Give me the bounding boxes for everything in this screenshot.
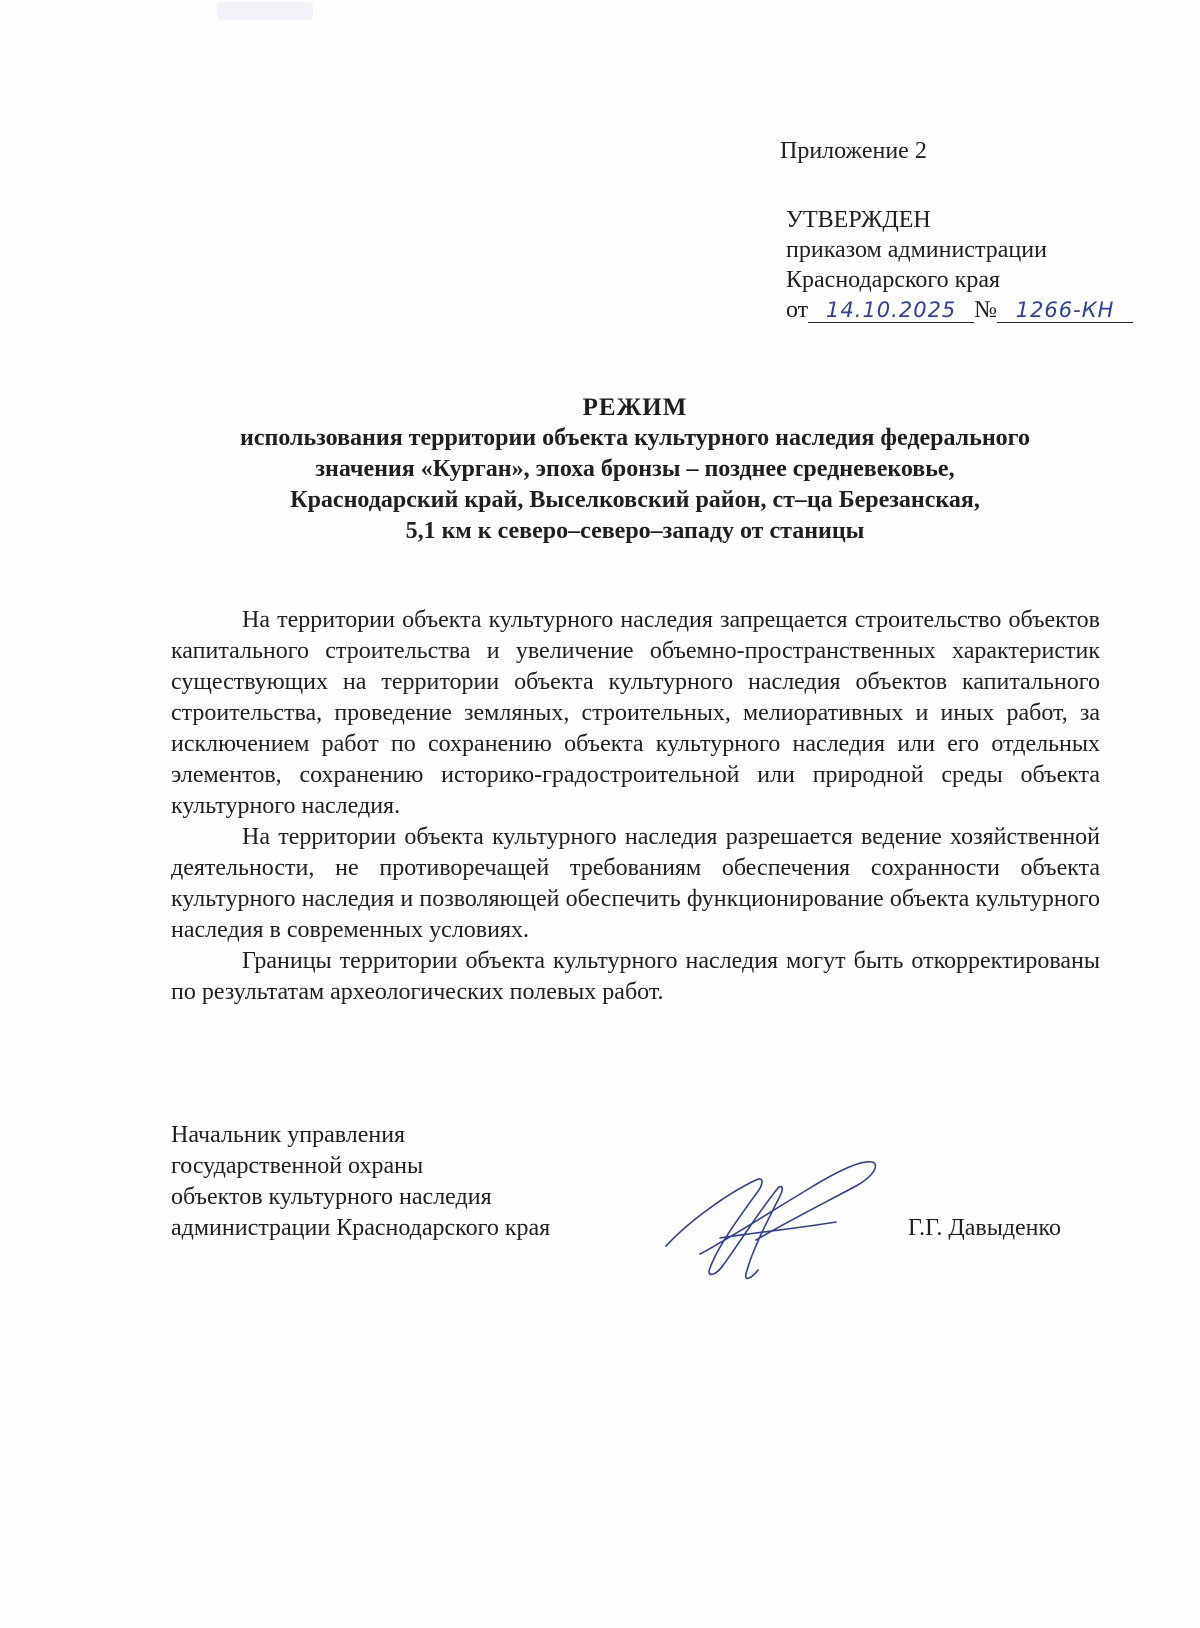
handwritten-date: 14.10.2025 <box>808 298 974 323</box>
approval-heading: УТВЕРЖДЕН <box>786 207 931 233</box>
approval-date-number-line <box>786 295 1133 325</box>
number-prefix: № <box>974 297 998 323</box>
title-line-1: использования территории объекта культурного наследия федерального <box>240 425 1030 451</box>
title-line-2: значения «Курган», эпоха бронзы – позднее средневековье, <box>315 456 955 482</box>
signatory-position <box>171 1120 550 1244</box>
position-line-1: Начальник управления <box>171 1122 406 1148</box>
annex-label: Приложение 2 <box>780 138 927 164</box>
approval-block <box>786 205 1133 325</box>
document-title <box>170 392 1100 547</box>
paragraph-permissions: На территории объекта культурного наследия разрешается ведение хозяйственной деятельности, не противоречащей требованиям обеспечения сохранности объекта культурного наследия и позволяющей обеспечить функционирование объекта культурного наследия в современных условиях. <box>171 824 1100 943</box>
paragraph-prohibitions: На территории объекта культурного наследия запрещается строительство объектов капитального строительства и увеличение объемно-пространственных характеристик существующих на территории объекта культурного наследия объектов капитального строительства, проведение земляных, строительных, мелиоративных и иных работ, за исключением работ по сохранению объекта культурного наследия или его отдельных элементов, сохранению историко-градостроительной или природной среды объекта культурного наследия. <box>171 607 1100 819</box>
approval-line-region: Краснодарского края <box>786 267 1001 293</box>
title-line-3: Краснодарский край, Выселковский район, ст–ца Березанская, <box>290 487 980 513</box>
paragraph-boundaries: Границы территории объекта культурного наследия могут быть откорректированы по результатам археологических полевых работ. <box>171 948 1100 1005</box>
handwritten-signature <box>660 1150 890 1290</box>
body-text <box>171 605 1100 1008</box>
position-line-4: администрации Краснодарского края <box>171 1215 551 1241</box>
handwritten-number: 1266-КН <box>997 298 1133 323</box>
date-prefix: от <box>786 297 809 323</box>
title-line-4: 5,1 км к северо–северо–западу от станицы <box>405 518 865 544</box>
title-main: РЕЖИМ <box>582 394 688 421</box>
position-line-3: объектов культурного наследия <box>171 1184 492 1210</box>
signer-name: Г.Г. Давыденко <box>908 1215 1061 1241</box>
approval-line-order: приказом администрации <box>786 237 1047 263</box>
faint-stamp-mark <box>215 0 315 24</box>
position-line-2: государственной охраны <box>171 1153 424 1179</box>
